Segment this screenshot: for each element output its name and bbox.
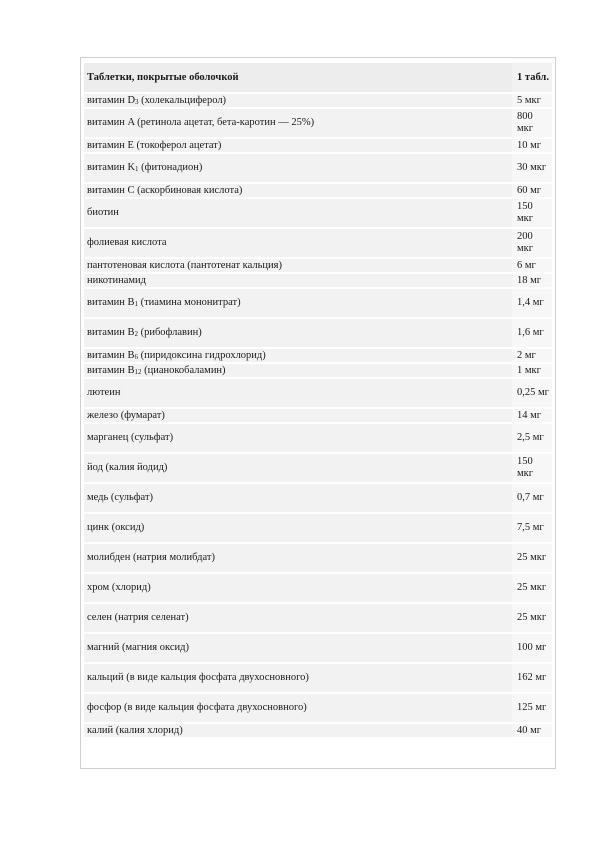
row-name: витамин $B_6$ (пиридоксина гидрохлорид) <box>84 349 512 362</box>
row-name: йод (калия йодид) <box>84 454 512 482</box>
row-name: пантотеновая кислота (пантотенат кальция) <box>84 259 512 272</box>
header-value-cell: 1 табл. <box>512 63 552 92</box>
row-name: марганец (сульфат) <box>84 424 512 452</box>
row-name: хром (хлорид) <box>84 574 512 602</box>
row-name: железо (фумарат) <box>84 409 512 422</box>
row-value: 2 мг <box>512 349 552 362</box>
table-row <box>84 109 552 137</box>
table-row <box>84 634 552 662</box>
row-value: 7,5 мг <box>512 514 552 542</box>
row-name: фосфор (в виде кальция фосфата двухосновного) <box>84 694 512 722</box>
table-row <box>84 139 552 152</box>
row-value: 162 мг <box>512 664 552 692</box>
row-value: 200 мкг <box>512 229 552 257</box>
row-name: селен (натрия селенат) <box>84 604 512 632</box>
row-value: 125 мг <box>512 694 552 722</box>
table-row <box>84 379 552 407</box>
row-name: цинк (оксид) <box>84 514 512 542</box>
row-value: 6 мг <box>512 259 552 272</box>
row-name: витамин $B_{12}$ (цианокобаламин) <box>84 364 512 377</box>
row-name: фолиевая кислота <box>84 229 512 257</box>
table-row <box>84 574 552 602</box>
row-name: молибден (натрия молибдат) <box>84 544 512 572</box>
table-row <box>84 694 552 722</box>
table-row <box>84 484 552 512</box>
row-value: 800 мкг <box>512 109 552 137</box>
table-row <box>84 289 552 317</box>
table-row <box>84 199 552 227</box>
table-row <box>84 514 552 542</box>
row-value: 10 мг <box>512 139 552 152</box>
row-name: никотинамид <box>84 274 512 287</box>
row-value: 40 мг <box>512 724 552 737</box>
row-value: 14 мг <box>512 409 552 422</box>
composition-table <box>84 61 552 739</box>
row-name: витамин $B_2$ (рибофлавин) <box>84 319 512 347</box>
row-value: 0,7 мг <box>512 484 552 512</box>
row-name: магний (магния оксид) <box>84 634 512 662</box>
row-value: 150 мкг <box>512 199 552 227</box>
table-row <box>84 664 552 692</box>
row-name: витамин $D_3$ (холекальциферол) <box>84 94 512 107</box>
table-row <box>84 94 552 107</box>
row-value: 30 мкг <box>512 154 552 182</box>
row-value: 1,4 мг <box>512 289 552 317</box>
row-value: 150 мкг <box>512 454 552 482</box>
row-name: витамин E (токоферол ацетат) <box>84 139 512 152</box>
row-value: 2,5 мг <box>512 424 552 452</box>
header-name-cell: Таблетки, покрытые оболочкой <box>84 63 512 92</box>
row-value: 60 мг <box>512 184 552 197</box>
table-row <box>84 544 552 572</box>
row-value: 0,25 мг <box>512 379 552 407</box>
row-value: 5 мкг <box>512 94 552 107</box>
table-row <box>84 319 552 347</box>
row-name: медь (сульфат) <box>84 484 512 512</box>
row-value: 25 мкг <box>512 574 552 602</box>
row-value: 25 мкг <box>512 544 552 572</box>
table-row <box>84 724 552 737</box>
table-row <box>84 349 552 362</box>
table-row <box>84 364 552 377</box>
table-row <box>84 604 552 632</box>
table-row <box>84 454 552 482</box>
row-name: лютеин <box>84 379 512 407</box>
row-value: 100 мг <box>512 634 552 662</box>
table-row <box>84 274 552 287</box>
row-value: 1 мкг <box>512 364 552 377</box>
row-name: витамин A (ретинола ацетат, бета-каротин — 25%) <box>84 109 512 137</box>
row-value: 18 мг <box>512 274 552 287</box>
row-name: витамин $K_1$ (фитонадион) <box>84 154 512 182</box>
row-name: калий (калия хлорид) <box>84 724 512 737</box>
table-row <box>84 424 552 452</box>
table-row <box>84 154 552 182</box>
table-row <box>84 184 552 197</box>
row-value: 25 мкг <box>512 604 552 632</box>
table-header-row <box>84 63 552 92</box>
table-row <box>84 229 552 257</box>
row-name: кальций (в виде кальция фосфата двухосновного) <box>84 664 512 692</box>
table-row <box>84 409 552 422</box>
row-value: 1,6 мг <box>512 319 552 347</box>
row-name: витамин C (аскорбиновая кислота) <box>84 184 512 197</box>
row-name: витамин $B_1$ (тиамина мононитрат) <box>84 289 512 317</box>
row-name: биотин <box>84 199 512 227</box>
table-row <box>84 259 552 272</box>
